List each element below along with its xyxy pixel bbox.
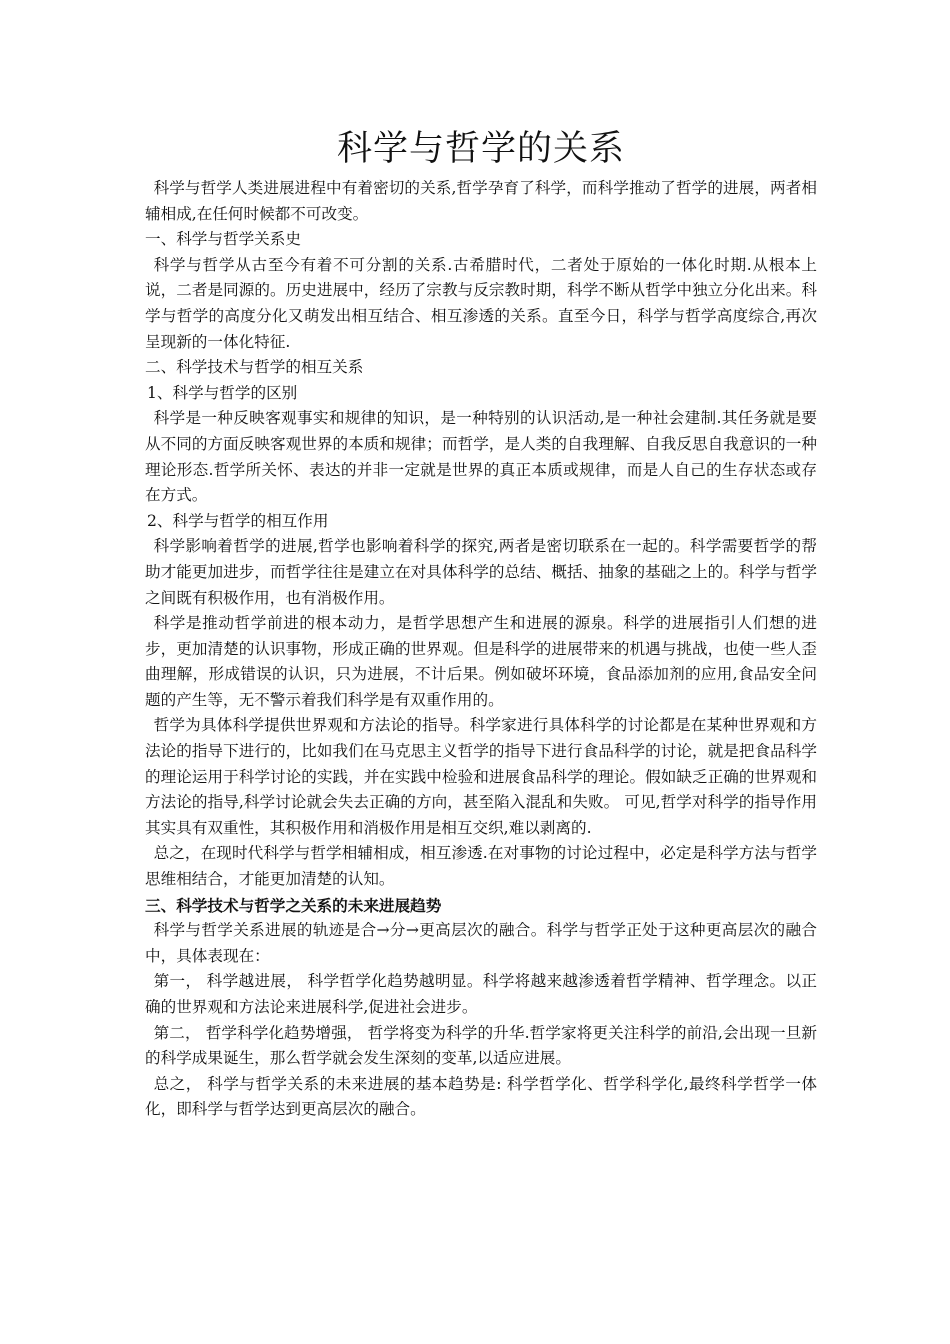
- intro-paragraph: 科学与哲学人类进展进程中有着密切的关系,哲学孕育了科学，而科学推动了哲学的进展，两者相辅相成,在任何时候都不可改变。: [145, 179, 817, 223]
- section-heading-2: 二、科学技术与哲学的相互关系: [145, 358, 364, 377]
- subsection-heading-2: 2、科学与哲学的相互作用: [147, 511, 329, 530]
- document-body: [145, 176, 817, 1123]
- document-page: [145, 124, 817, 1123]
- body-paragraph: 科学是一种反映客观事实和规律的知识，是一种特别的认识活动,是一种社会建制.其任务就是要从不同的方面反映客观世界的本质和规律；而哲学，是人类的自我理解、自我反思自我意识的一种理论形态.哲学所关怀、表达的并非一定就是世界的真正本质或规律，而是人自己的生存状态或存在方式。: [145, 409, 817, 505]
- body-paragraph: 第二， 哲学科学化趋势增强， 哲学将变为科学的升华.哲学家将更关注科学的前沿,会出现一旦新的科学成果诞生，那么哲学就会发生深刻的变革,以适应进展。: [145, 1023, 817, 1068]
- body-paragraph: 科学影响着哲学的进展,哲学也影响着科学的探究,两者是密切联系在一起的。科学需要哲学的帮助才能更加进步，而哲学往往是建立在对具体科学的总结、概括、抽象的基础之上的。科学与哲学之间既有积极作用，也有消极作用。: [145, 537, 817, 607]
- body-paragraph: 科学与哲学从古至今有着不可分割的关系.古希腊时代，二者处于原始的一体化时期.从根本上说，二者是同源的。历史进展中，经历了宗教与反宗教时期，科学不断从哲学中独立分化出来。科学与哲学的高度分化又萌发出相互结合、相互渗透的关系。直至今日，科学与哲学高度综合,再次呈现新的一体化特征.: [145, 255, 817, 351]
- body-paragraph: 科学是推动哲学前进的根本动力，是哲学思想产生和进展的源泉。科学的进展指引人们想的进步，更加清楚的认识事物，形成正确的世界观。但是科学的进展带来的机遇与挑战，也使一些人歪曲理解，形成错误的认识，只为进展，不计后果。例如破坏环境，食品添加剂的应用,食品安全问题的产生等，无不警示着我们科学是有双重作用的。: [145, 614, 817, 709]
- body-paragraph: 科学与哲学关系进展的轨迹是合→分→更高层次的融合。科学与哲学正处于这种更高层次的融合中，具体表现在：: [145, 921, 817, 965]
- section-heading-3: 三、科学技术与哲学之关系的未来进展趋势: [145, 895, 442, 915]
- body-paragraph: 总之， 科学与哲学关系的未来进展的基本趋势是: 科学哲学化、哲学科学化,最终科学哲学一体化，即科学与哲学达到更高层次的融合。: [145, 1074, 817, 1119]
- subsection-heading-1: 1、科学与哲学的区别: [147, 383, 298, 402]
- body-paragraph: 第一， 科学越进展， 科学哲学化趋势越明显。科学将越来越渗透着哲学精神、哲学理念。以正确的世界观和方法论来进展科学,促进社会进步。: [145, 972, 817, 1016]
- document-title: 科学与哲学的关系: [336, 129, 625, 169]
- body-paragraph: 哲学为具体科学提供世界观和方法论的指导。科学家进行具体科学的讨论都是在某种世界观和方法论的指导下进行的，比如我们在马克思主义哲学的指导下进行食品科学的讨论，就是把食品科学的理论运用于科学讨论的实践，并在实践中检验和进展食品科学的理论。假如缺乏正确的世界观和方法论的指导,科学讨论就会失去正确的方向，甚至陷入混乱和失败。 可见,哲学对科学的指导作用其实具有双重性，其积极作用和消极作用是相互交织,难以剥离的.: [145, 716, 817, 837]
- section-heading-1: 一、科学与哲学关系史: [145, 230, 301, 249]
- body-paragraph: 总之，在现时代科学与哲学相辅相成，相互渗透.在对事物的讨论过程中，必定是科学方法与哲学思维相结合，才能更加清楚的认知。: [145, 844, 817, 889]
